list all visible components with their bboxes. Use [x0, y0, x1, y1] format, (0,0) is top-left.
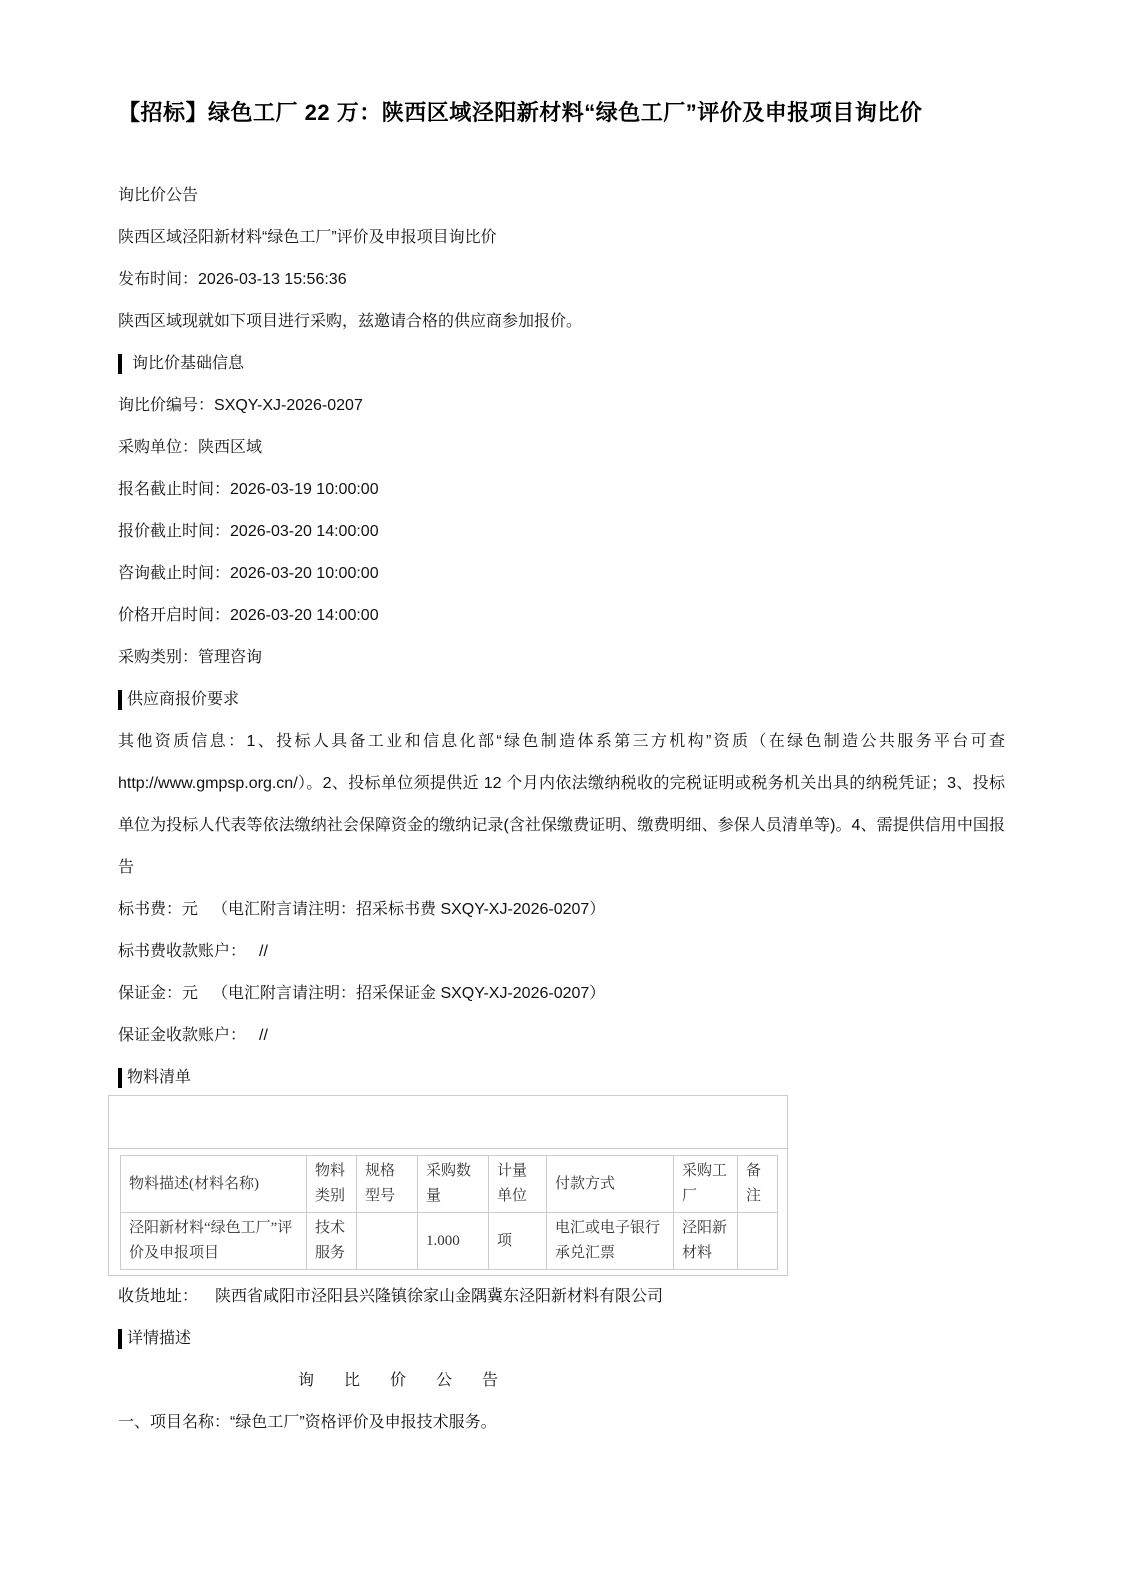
fee-label: 保证金收款账户： [118, 1027, 247, 1044]
invitation-text: 陕西区域现就如下项目进行采购，兹邀请合格的供应商参加报价。 [118, 313, 583, 330]
section-basic-info [118, 343, 1005, 385]
delivery-label: 收货地址： [118, 1288, 199, 1305]
notice-type: 询比价公告 [118, 187, 199, 204]
cell-unit: 项 [489, 1213, 547, 1270]
field-label: 采购单位： [118, 439, 199, 456]
field-consult-deadline [118, 553, 1005, 595]
field-value: 2026-03-20 10:00:00 [230, 565, 379, 582]
cell-purchase-factory: 泾阳新材料 [674, 1213, 738, 1270]
materials-table-wrap [109, 1149, 787, 1275]
field-label: 咨询截止时间： [118, 565, 231, 582]
section-bar-icon [118, 354, 122, 374]
field-quote-deadline [118, 511, 1005, 553]
table-row [121, 1213, 778, 1270]
fee-label: 保证金：元 [118, 985, 199, 1002]
materials-table [120, 1155, 778, 1270]
details-doc-title: 询比价公告 [298, 1372, 529, 1389]
field-inquiry-number [118, 385, 1005, 427]
publish-time-value: 2026-03-13 15:56:36 [198, 271, 347, 288]
field-value: 管理咨询 [198, 649, 263, 666]
col-purchase-qty: 采购数量 [418, 1156, 489, 1213]
field-price-open-time [118, 595, 1005, 637]
section-bar-icon [118, 1329, 122, 1349]
cell-spec-model [357, 1213, 418, 1270]
cell-material-desc: 泾阳新材料“绿色工厂”评价及申报项目 [121, 1213, 307, 1270]
field-value: 2026-03-20 14:00:00 [230, 523, 379, 540]
field-label: 报价截止时间： [118, 523, 231, 540]
materials-panel-toolbar [109, 1096, 787, 1149]
col-material-desc: 物料描述(材料名称) [121, 1156, 307, 1213]
section-basic-info-title: 询比价基础信息 [132, 355, 245, 372]
fee-value: // [259, 1027, 268, 1044]
cell-purchase-qty: 1.000 [418, 1213, 489, 1270]
field-label: 价格开启时间： [118, 607, 231, 624]
table-header-row [121, 1156, 778, 1213]
delivery-value: 陕西省咸阳市泾阳县兴隆镇徐家山金隅冀东泾阳新材料有限公司 [215, 1288, 664, 1305]
section-materials-title: 物料清单 [127, 1069, 192, 1086]
fee-label: 标书费收款账户： [118, 943, 247, 960]
section-materials [118, 1057, 1005, 1099]
section-supplier-requirements-title: 供应商报价要求 [127, 691, 240, 708]
fee-value: // [259, 943, 268, 960]
field-label: 采购类别： [118, 649, 199, 666]
fee-note: （电汇附言请注明：招采保证金 SXQY-XJ-2026-0207） [212, 985, 606, 1002]
col-material-type: 物料类别 [307, 1156, 357, 1213]
field-label: 询比价编号： [118, 397, 215, 414]
section-bar-icon [118, 690, 122, 710]
page-title: 【招标】绿色工厂 22 万：陕西区域泾阳新材料“绿色工厂”评价及申报项目询比价 [118, 100, 923, 125]
col-remark: 备注 [738, 1156, 778, 1213]
section-bar-icon [118, 1068, 122, 1088]
section-supplier-requirements [118, 679, 1005, 721]
deposit-fee [118, 973, 1005, 1015]
delivery-address [118, 1276, 1005, 1318]
bid-doc-fee-account [118, 931, 1005, 973]
cell-payment-method: 电汇或电子银行承兑汇票 [547, 1213, 674, 1270]
cell-remark [738, 1213, 778, 1270]
field-label: 报名截止时间： [118, 481, 231, 498]
field-value: SXQY-XJ-2026-0207 [214, 397, 363, 414]
section-details-title: 详情描述 [127, 1330, 192, 1347]
publish-time-label: 发布时间： [118, 271, 199, 288]
col-unit: 计量单位 [489, 1156, 547, 1213]
other-qualifications-text: 其他资质信息：1、投标人具备工业和信息化部“绿色制造体系第三方机构”资质（在绿色制造公共服务平台可查 http://www.gmpsp.org.cn/）。2、投标单位须提供近 12 个月内依法缴纳税收的完税证明或税务机关出具的纳税凭证；3、投标单位为投标人代表等依法缴纳社会保障资金的缴纳记录(含社保缴费证明、缴费明细、参保人员清单等)。4、需提供信用中国报告 [118, 733, 1005, 876]
field-value: 陕西区域 [198, 439, 263, 456]
fee-note: （电汇附言请注明：招采标书费 SXQY-XJ-2026-0207） [212, 901, 606, 918]
col-payment-method: 付款方式 [547, 1156, 674, 1213]
details-item-project-name: 一、项目名称：“绿色工厂”资格评价及申报技术服务。 [118, 1414, 497, 1431]
bid-doc-fee [118, 889, 1005, 931]
field-value: 2026-03-20 14:00:00 [230, 607, 379, 624]
project-name: 陕西区域泾阳新材料“绿色工厂”评价及申报项目询比价 [118, 229, 497, 246]
section-details [118, 1318, 1005, 1360]
materials-panel [108, 1095, 788, 1276]
field-purchase-unit [118, 427, 1005, 469]
publish-time [118, 259, 1005, 301]
field-signup-deadline [118, 469, 1005, 511]
fee-label: 标书费：元 [118, 901, 199, 918]
field-value: 2026-03-19 10:00:00 [230, 481, 379, 498]
field-purchase-category [118, 637, 1005, 679]
cell-material-type: 技术服务 [307, 1213, 357, 1270]
deposit-account [118, 1015, 1005, 1057]
col-purchase-factory: 采购工厂 [674, 1156, 738, 1213]
col-spec-model: 规格型号 [357, 1156, 418, 1213]
